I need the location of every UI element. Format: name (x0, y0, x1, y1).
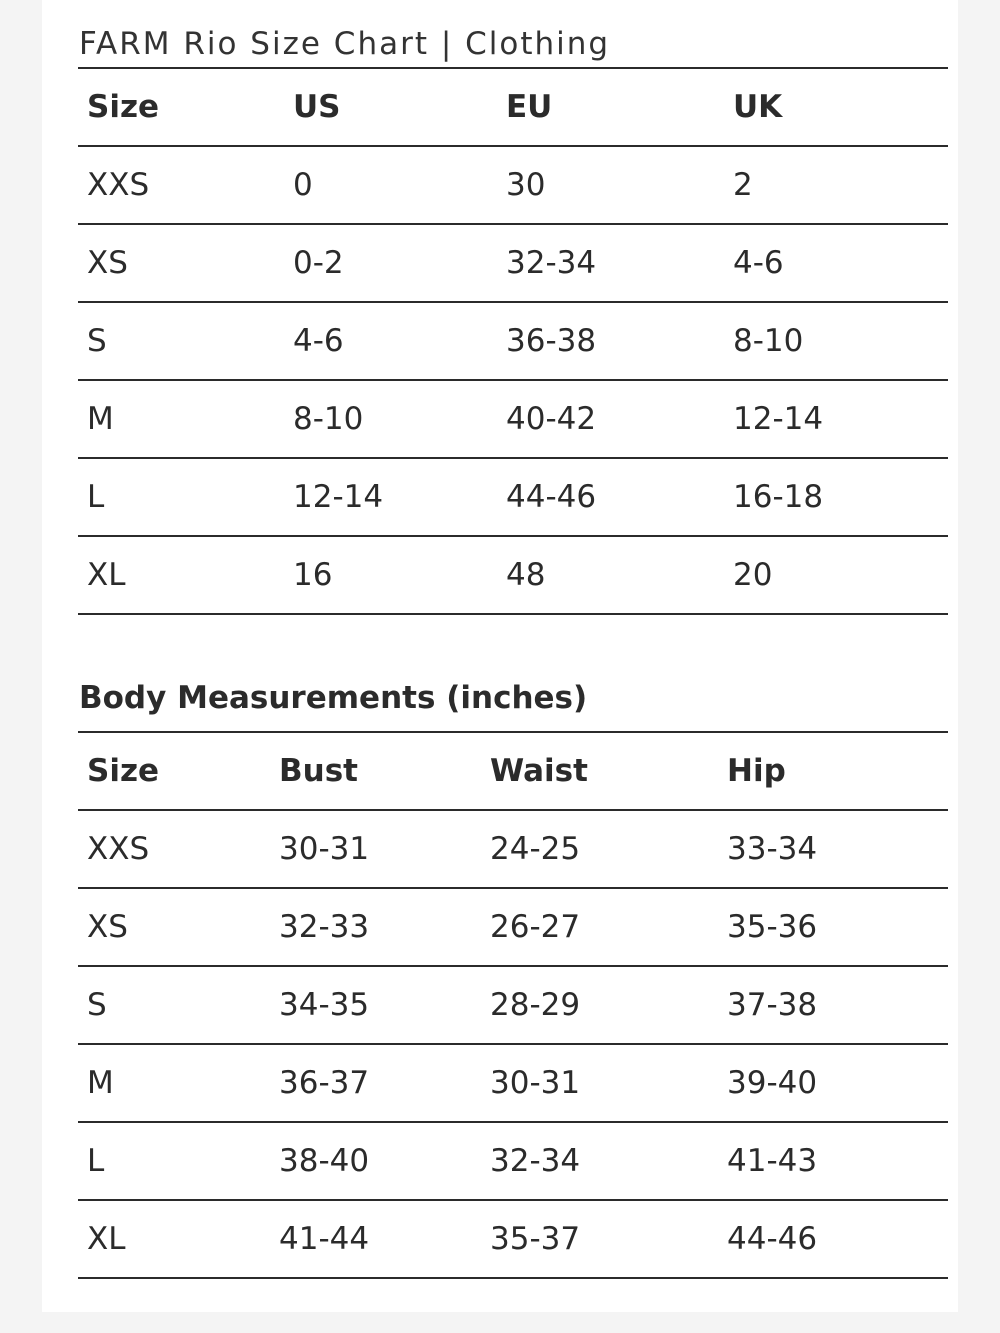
body-measurements-title: Body Measurements (inches) (79, 680, 588, 716)
header-hip: Hip (727, 753, 786, 789)
cell-us: 8-10 (293, 401, 364, 437)
table-row (78, 1123, 948, 1201)
cell-bust: 32-33 (279, 909, 370, 945)
cell-size: XL (87, 557, 126, 593)
header-size: Size (87, 89, 160, 125)
header-eu: EU (506, 89, 553, 125)
cell-waist: 32-34 (490, 1143, 581, 1179)
table-row (78, 459, 948, 537)
cell-bust: 30-31 (279, 831, 370, 867)
table-header-row (78, 733, 948, 811)
cell-size: XXS (87, 167, 150, 203)
cell-waist: 26-27 (490, 909, 581, 945)
cell-waist: 28-29 (490, 987, 581, 1023)
cell-uk: 4-6 (733, 245, 784, 281)
cell-uk: 2 (733, 167, 753, 203)
cell-size: M (87, 1065, 114, 1101)
cell-waist: 24-25 (490, 831, 581, 867)
cell-hip: 33-34 (727, 831, 818, 867)
body-measurements-table (78, 731, 948, 1279)
cell-size: XS (87, 909, 128, 945)
cell-bust: 38-40 (279, 1143, 370, 1179)
cell-bust: 41-44 (279, 1221, 370, 1257)
cell-bust: 34-35 (279, 987, 370, 1023)
header-us: US (293, 89, 341, 125)
table-row (78, 811, 948, 889)
cell-us: 16 (293, 557, 333, 593)
cell-size: M (87, 401, 114, 437)
header-uk: UK (733, 89, 783, 125)
cell-eu: 30 (506, 167, 546, 203)
table-row (78, 889, 948, 967)
cell-size: S (87, 323, 107, 359)
cell-hip: 39-40 (727, 1065, 818, 1101)
table-row (78, 537, 948, 615)
cell-size: S (87, 987, 107, 1023)
cell-uk: 20 (733, 557, 773, 593)
cell-hip: 44-46 (727, 1221, 818, 1257)
header-bust: Bust (279, 753, 358, 789)
table-row (78, 303, 948, 381)
cell-size: XS (87, 245, 128, 281)
cell-uk: 8-10 (733, 323, 804, 359)
cell-hip: 35-36 (727, 909, 818, 945)
cell-hip: 41-43 (727, 1143, 818, 1179)
table-row (78, 225, 948, 303)
header-size: Size (87, 753, 160, 789)
cell-size: XL (87, 1221, 126, 1257)
cell-us: 0-2 (293, 245, 344, 281)
table-row (78, 147, 948, 225)
cell-us: 12-14 (293, 479, 384, 515)
cell-uk: 12-14 (733, 401, 824, 437)
table-header-row (78, 69, 948, 147)
cell-waist: 35-37 (490, 1221, 581, 1257)
cell-waist: 30-31 (490, 1065, 581, 1101)
cell-bust: 36-37 (279, 1065, 370, 1101)
cell-us: 4-6 (293, 323, 344, 359)
cell-eu: 48 (506, 557, 546, 593)
cell-size: L (87, 479, 105, 515)
cell-size: XXS (87, 831, 150, 867)
cell-eu: 40-42 (506, 401, 597, 437)
page-title: FARM Rio Size Chart | Clothing (79, 26, 611, 62)
cell-eu: 36-38 (506, 323, 597, 359)
cell-uk: 16-18 (733, 479, 824, 515)
cell-us: 0 (293, 167, 313, 203)
cell-size: L (87, 1143, 105, 1179)
cell-eu: 44-46 (506, 479, 597, 515)
table-row (78, 381, 948, 459)
size-conversion-table (78, 67, 948, 615)
table-row (78, 1201, 948, 1279)
header-waist: Waist (490, 753, 588, 789)
cell-hip: 37-38 (727, 987, 818, 1023)
table-row (78, 1045, 948, 1123)
table-row (78, 967, 948, 1045)
cell-eu: 32-34 (506, 245, 597, 281)
